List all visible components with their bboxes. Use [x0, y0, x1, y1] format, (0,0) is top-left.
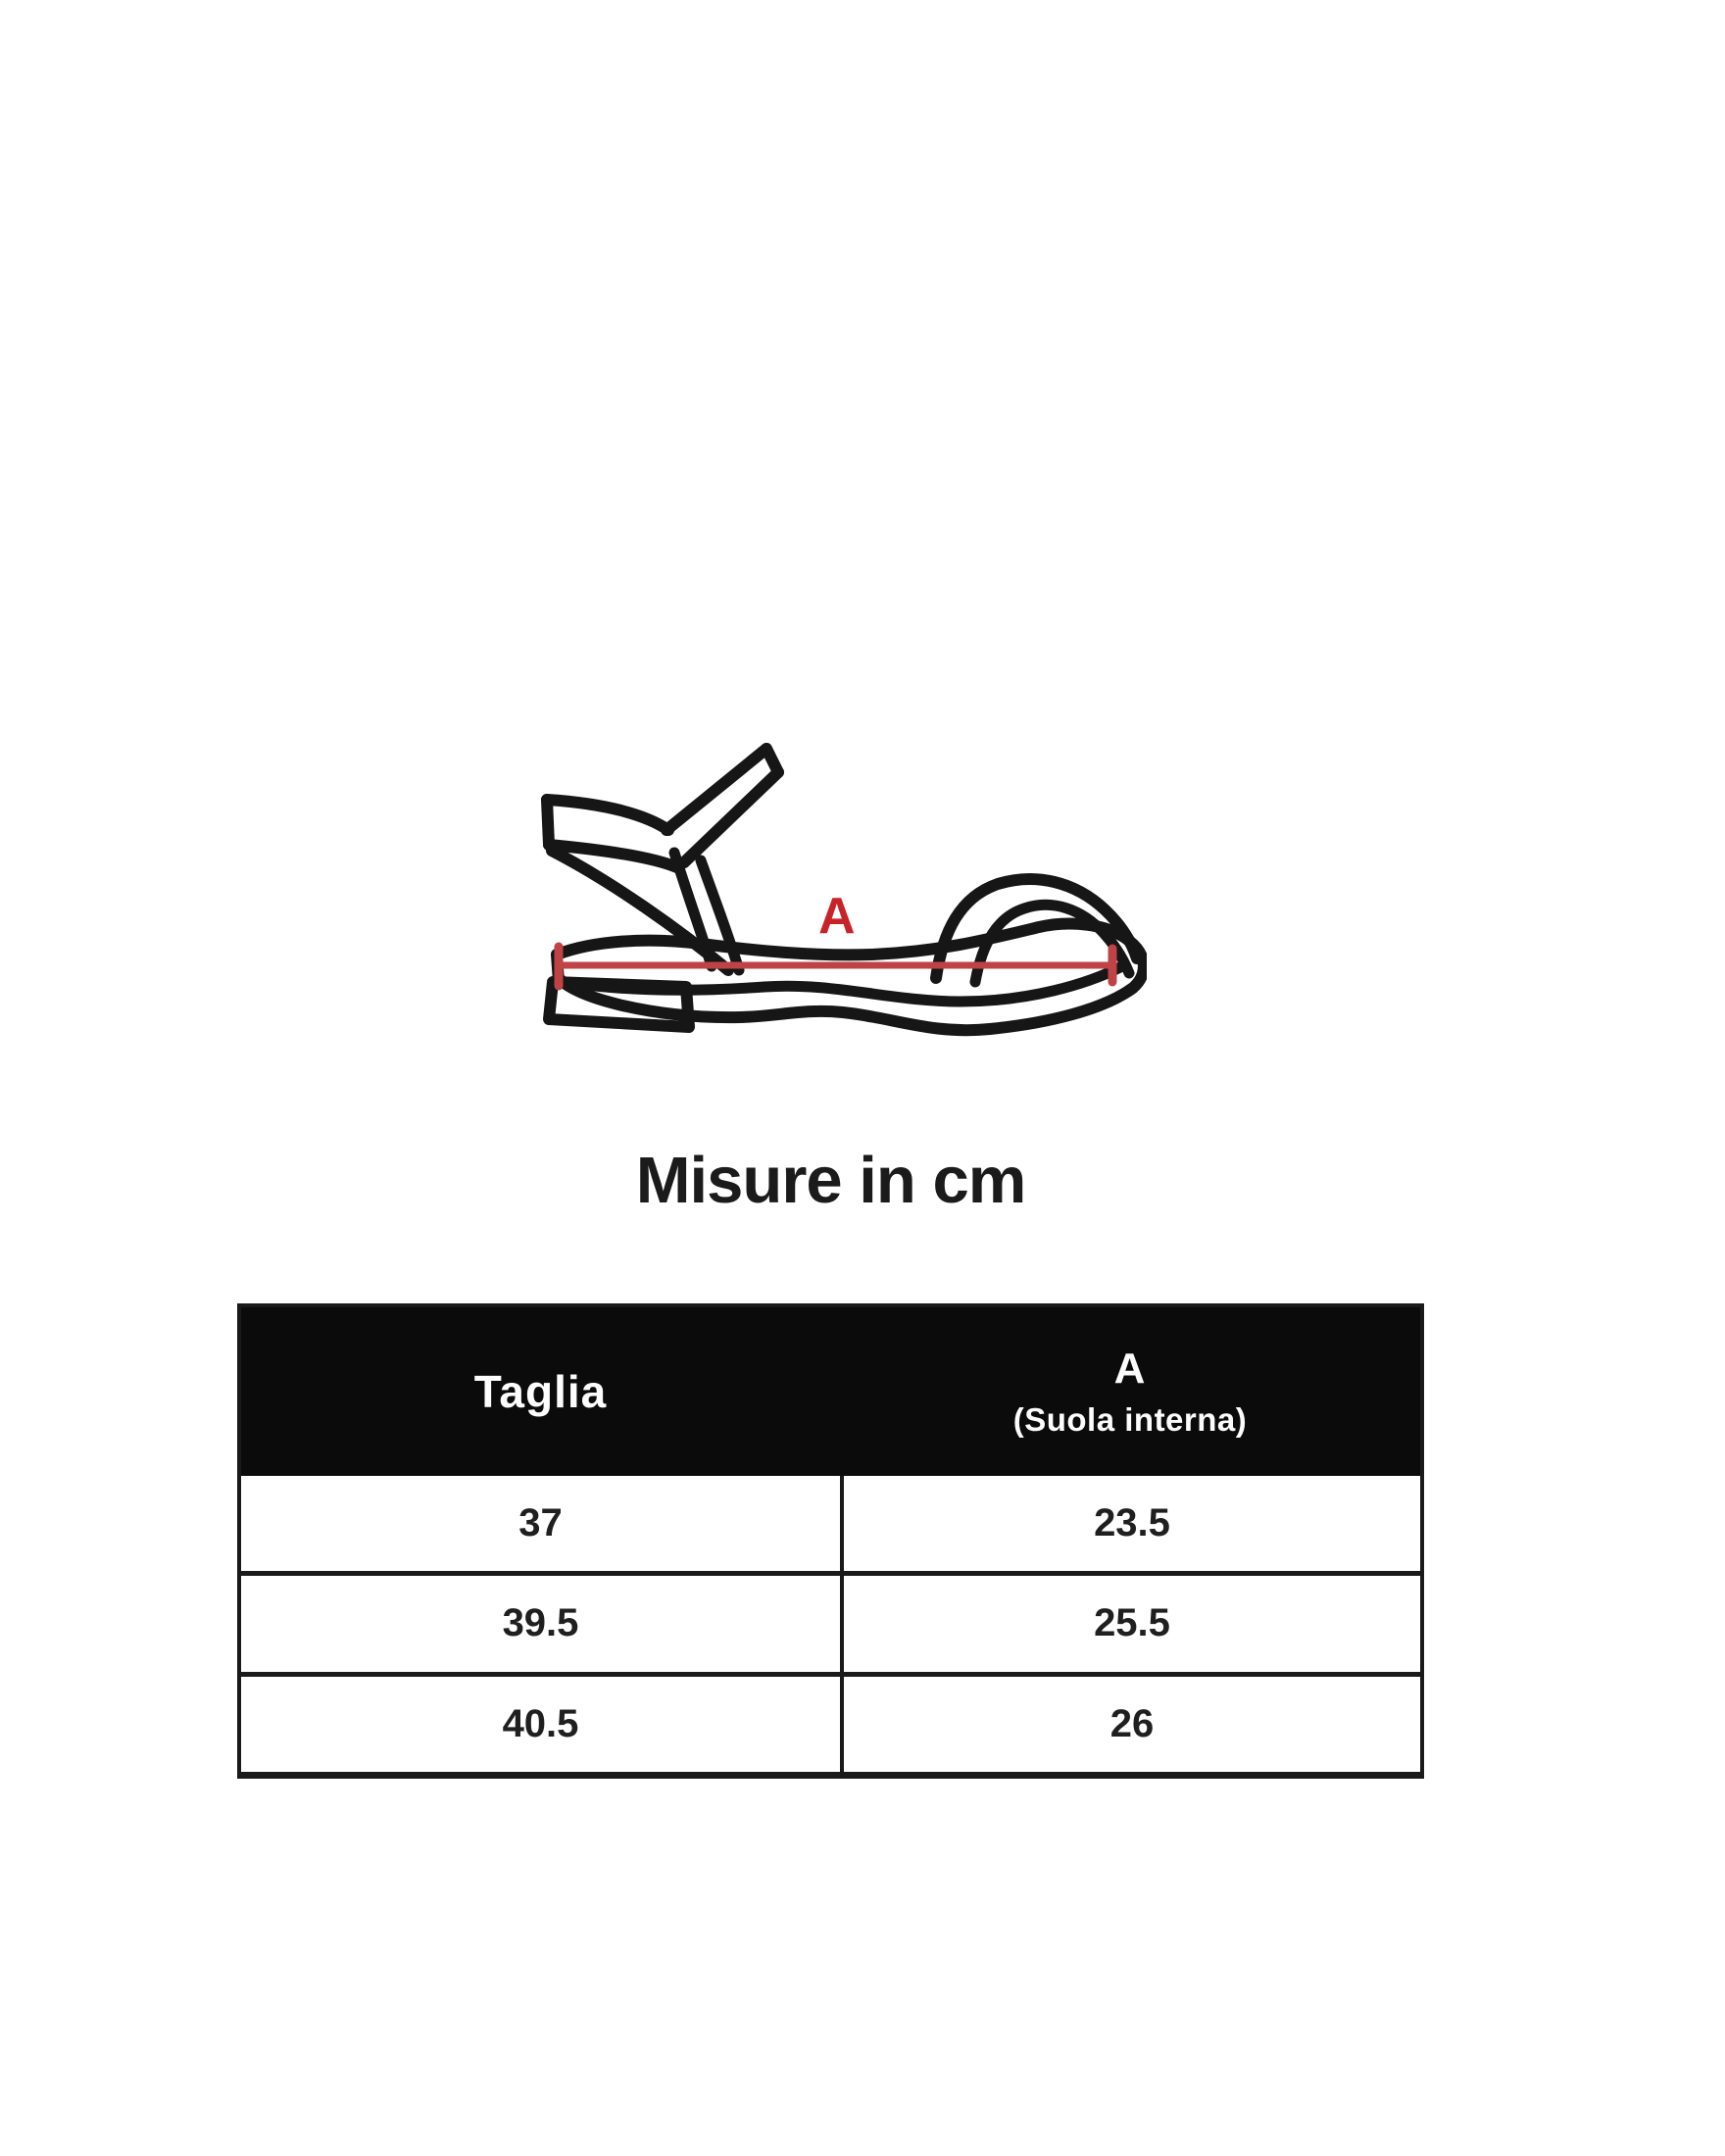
- header-cell-measure-a: [840, 1345, 1420, 1439]
- size-table: [237, 1303, 1424, 1779]
- heel-strap-end-cap: [547, 800, 549, 845]
- ankle-strap-upper-edge: [666, 749, 766, 830]
- heel-strap-upper-edge: [547, 800, 668, 830]
- size-table-body: [241, 1476, 1420, 1772]
- cell-size: 39.5: [502, 1601, 579, 1645]
- header-cell-taglia: Taglia: [473, 1366, 608, 1417]
- sandal-illustration: [519, 735, 1147, 1049]
- size-table-header: [241, 1307, 1420, 1476]
- cell-insole: 26: [840, 1677, 1420, 1772]
- cell-size: 40.5: [502, 1701, 579, 1745]
- cell-insole: 25.5: [840, 1576, 1420, 1671]
- measure-label-a: A: [818, 888, 856, 945]
- cell-insole: 23.5: [840, 1476, 1420, 1571]
- table-row: [241, 1476, 1420, 1571]
- header-measure-label: A: [1113, 1345, 1147, 1393]
- table-row: [241, 1672, 1420, 1772]
- ankle-strap-lower-edge: [684, 772, 778, 862]
- ankle-strap-tip-cap: [766, 749, 778, 772]
- cell-size: 37: [518, 1501, 563, 1545]
- size-chart-title: Misure in cm: [635, 1144, 1026, 1217]
- table-row: [241, 1571, 1420, 1671]
- header-measure-sublabel: (Suola interna): [1012, 1401, 1248, 1438]
